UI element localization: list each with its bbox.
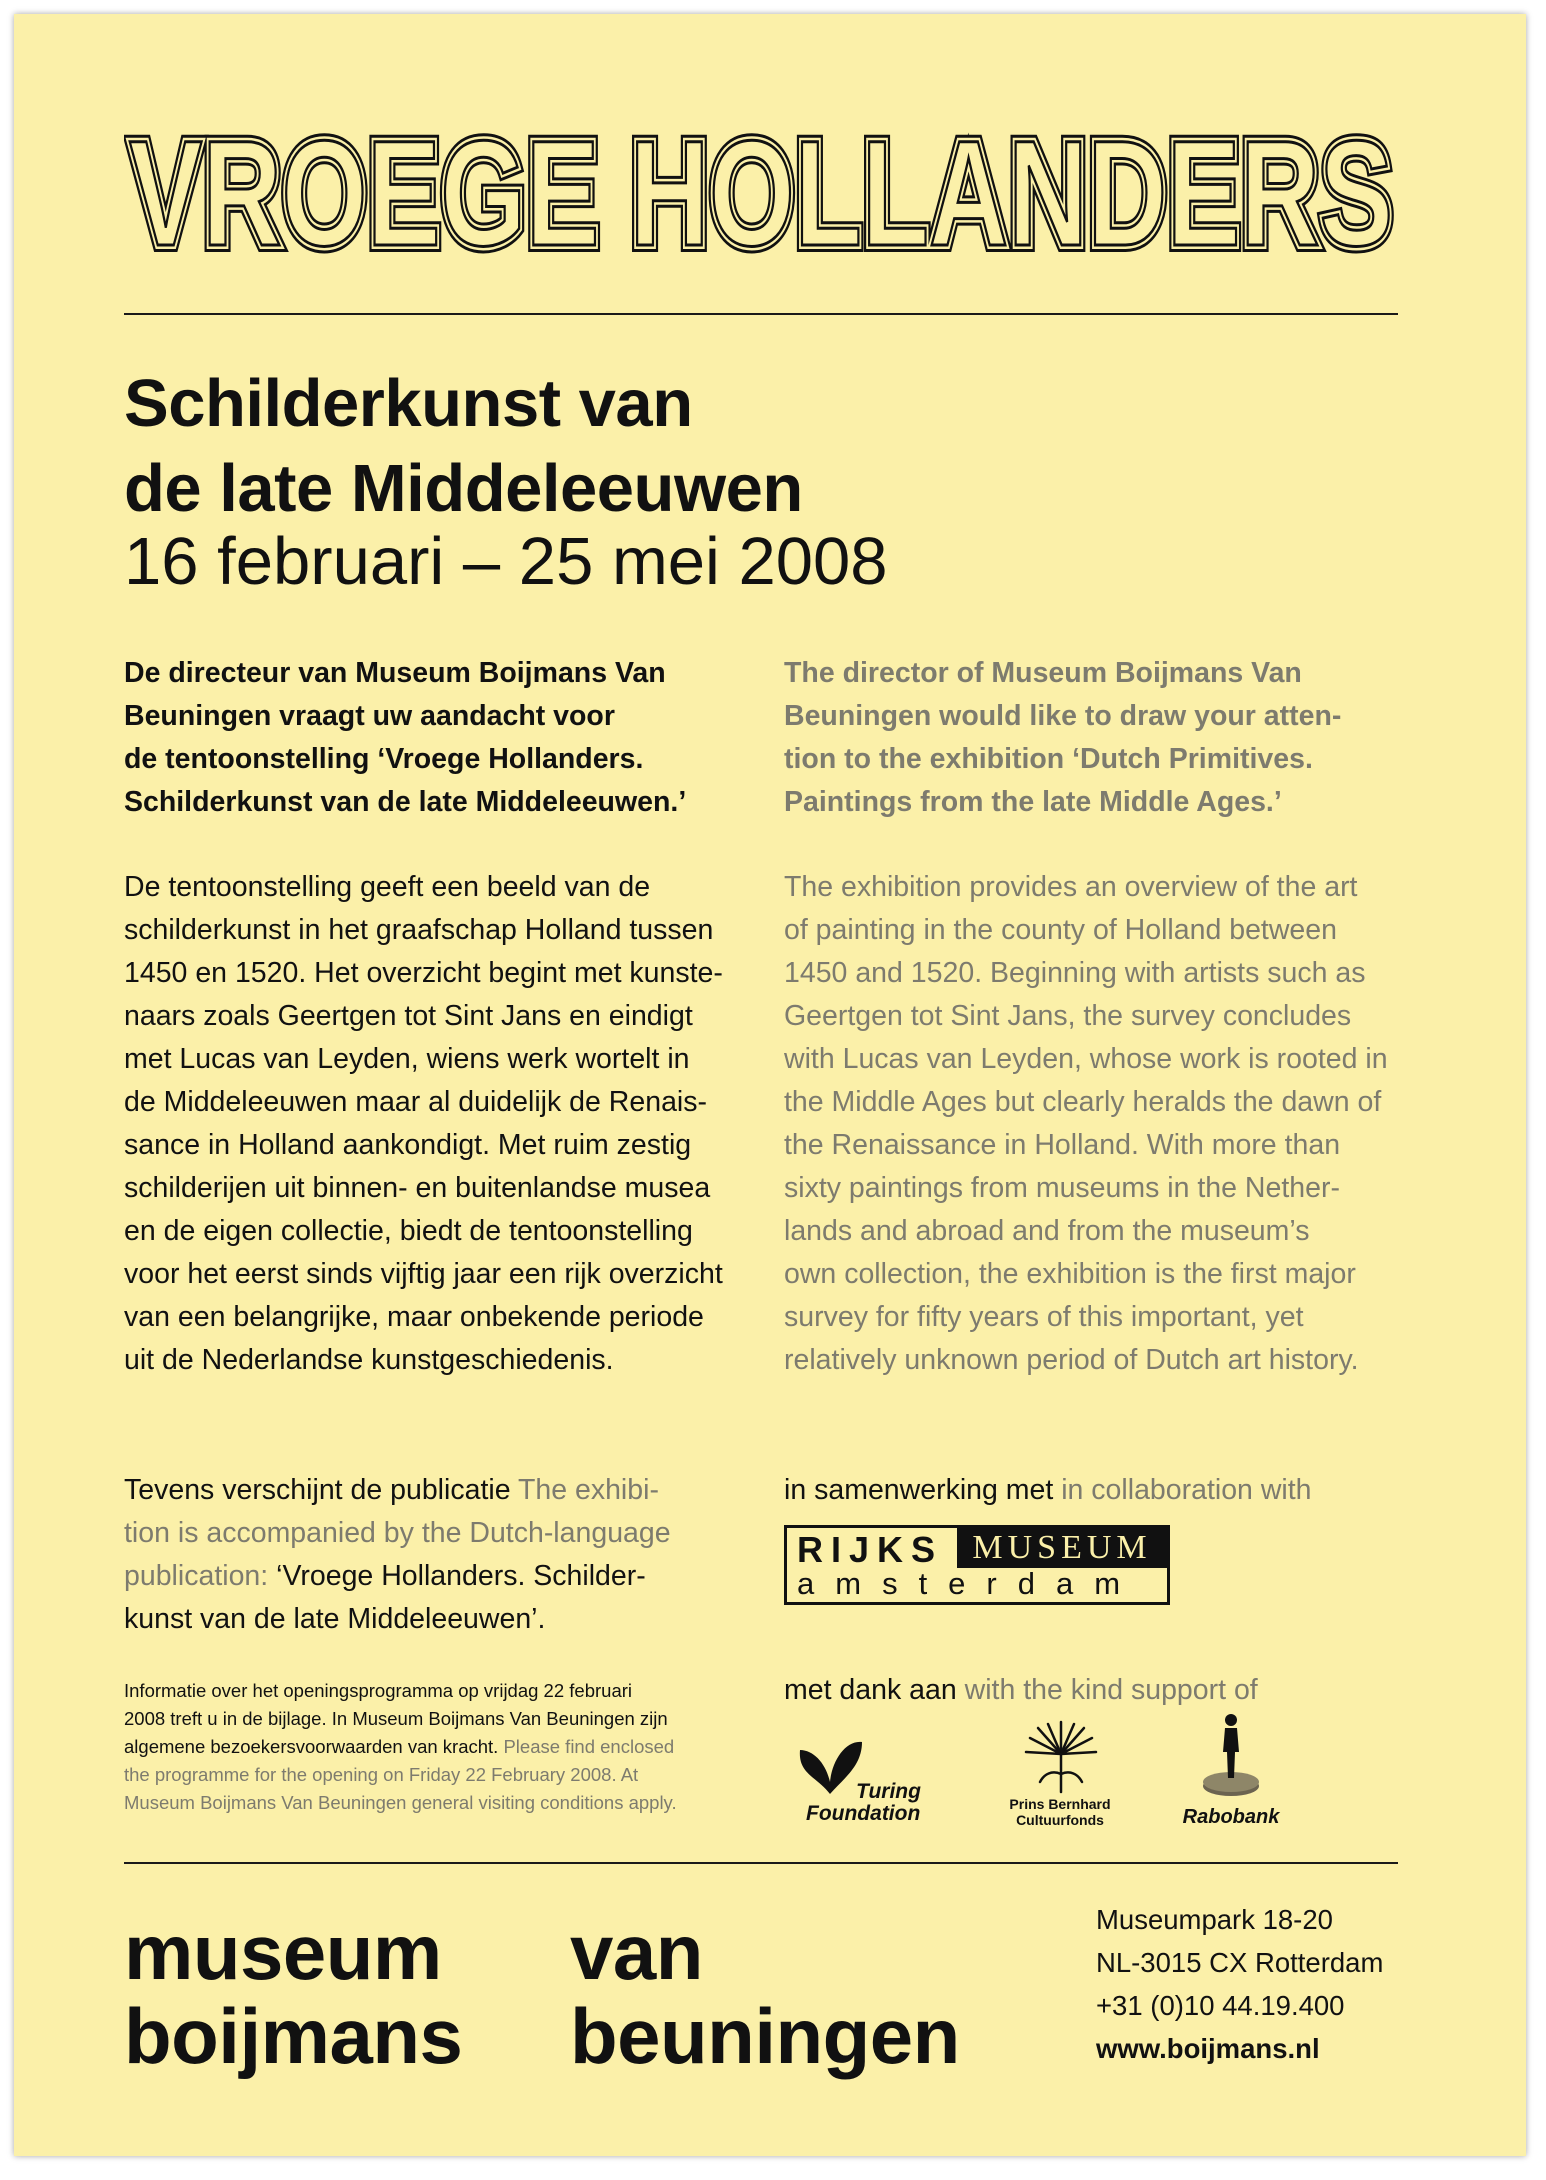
- collaboration-label: in samenwerking met in collaboration with: [784, 1474, 1312, 1506]
- body-en-line: the Renaissance in Holland. With more than: [784, 1129, 1341, 1161]
- body-en-line: lands and abroad and from the museum’s: [784, 1215, 1310, 1247]
- publication-line: publication: ‘Vroege Hollanders. Schilder-: [124, 1560, 646, 1592]
- rijksmuseum-logo: [784, 1525, 1170, 1605]
- publication-note: [124, 1469, 764, 1641]
- heading-line-1: Schilderkunst van: [124, 366, 693, 441]
- intro-nl: [124, 652, 764, 824]
- body-en-line: of painting in the county of Holland between: [784, 914, 1337, 946]
- body-nl-line: 1450 en 1520. Het overzicht begint met kunste-: [124, 957, 723, 989]
- intro-nl-line: Beuningen vraagt uw aandacht voor: [124, 700, 615, 732]
- turing-word: Turing: [856, 1780, 921, 1803]
- prins-bernhard-logo: [1000, 1720, 1120, 1828]
- rabobank-word: Rabobank: [1182, 1806, 1280, 1828]
- address-phone: +31 (0)10 44.19.400: [1096, 1990, 1345, 2021]
- body-nl-line: van een belangrijke, maar onbekende periode: [124, 1301, 704, 1333]
- svg-text:VROEGE HOLLANDERS: VROEGE HOLLANDERS: [129, 109, 1393, 277]
- bottom-divider: [124, 1862, 1398, 1864]
- body-en-line: sixty paintings from museums in the Nether-: [784, 1172, 1340, 1204]
- body-nl-line: en de eigen collectie, biedt de tentoonstelling: [124, 1215, 693, 1247]
- svg-text:VROEGE HOLLANDERS: VROEGE HOLLANDERS: [129, 109, 1393, 277]
- address-block: [1096, 1898, 1383, 2070]
- body-nl-line: de Middeleeuwen maar al duidelijk de Renais-: [124, 1086, 707, 1118]
- body-en-line: Geertgen tot Sint Jans, the survey concludes: [784, 1000, 1352, 1032]
- intro-nl-line: de tentoonstelling ‘Vroege Hollanders.: [124, 743, 644, 775]
- intro-en-line: tion to the exhibition ‘Dutch Primitives.: [784, 743, 1313, 775]
- museum-name-word: van: [570, 1908, 703, 1996]
- intro-en-line: The director of Museum Boijmans Van: [784, 657, 1302, 689]
- foundation-word: Foundation: [806, 1802, 921, 1825]
- intro-nl-line: De directeur van Museum Boijmans Van: [124, 657, 666, 689]
- flower-icon: [1018, 1720, 1104, 1794]
- museum-word: MUSEUM: [957, 1528, 1167, 1568]
- body-nl-line: uit de Nederlandse kunstgeschiedenis.: [124, 1344, 614, 1376]
- body-nl-line: naars zoals Geertgen tot Sint Jans en eindigt: [124, 1000, 693, 1032]
- museum-name-word: boijmans: [124, 1992, 463, 2080]
- body-nl-line: met Lucas van Leyden, wiens werk wortelt in: [124, 1043, 690, 1075]
- address-street: Museumpark 18-20: [1096, 1904, 1333, 1935]
- top-divider: [124, 313, 1398, 315]
- body-nl-line: schilderkunst in het graafschap Holland tussen: [124, 914, 714, 946]
- intro-nl-line: Schilderkunst van de late Middeleeuwen.’: [124, 786, 687, 818]
- body-en-line: the Middle Ages but clearly heralds the dawn of: [784, 1086, 1382, 1118]
- info-line: Museum Boijmans Van Beuningen general visiting conditions apply.: [124, 1792, 677, 1813]
- intro-en-line: Paintings from the late Middle Ages.’: [784, 786, 1282, 818]
- info-line: Informatie over het openingsprogramma op vrijdag 22 februari: [124, 1680, 633, 1701]
- address-city: NL-3015 CX Rotterdam: [1096, 1947, 1384, 1978]
- prins-bernhard-word: Prins Bernhard: [1009, 1796, 1111, 1812]
- publication-line: Tevens verschijnt de publicatie The exhibi-: [124, 1474, 659, 1506]
- poster-title: [124, 92, 1398, 277]
- amsterdam-word: amsterdam: [797, 1566, 1142, 1601]
- info-line: algemene bezoekersvoorwaarden van kracht. Please find enclosed: [124, 1736, 675, 1757]
- body-en-line: The exhibition provides an overview of the art: [784, 871, 1358, 903]
- statue-icon: [1196, 1712, 1266, 1802]
- svg-text:VROEGE HOLLANDERS: VROEGE HOLLANDERS: [129, 109, 1393, 277]
- rabobank-logo: [1176, 1712, 1286, 1830]
- body-en-line: with Lucas van Leyden, whose work is rooted in: [784, 1043, 1388, 1075]
- info-line: the programme for the opening on Friday 22 February 2008. At: [124, 1764, 639, 1785]
- publication-line: tion is accompanied by the Dutch-language: [124, 1517, 671, 1549]
- body-en: [784, 866, 1424, 1382]
- cultuurfonds-word: Cultuurfonds: [1016, 1812, 1104, 1828]
- info-line: 2008 treft u in de bijlage. In Museum Boijmans Van Beuningen zijn: [124, 1708, 668, 1729]
- body-en-line: survey for fifty years of this important, yet: [784, 1301, 1304, 1333]
- body-nl-line: schilderijen uit binnen- en buitenlandse musea: [124, 1172, 711, 1204]
- exhibition-dates: 16 februari – 25 mei 2008: [124, 524, 888, 599]
- body-nl-line: voor het eerst sinds vijftig jaar een rijk overzicht: [124, 1258, 723, 1290]
- body-nl-line: sance in Holland aankondigt. Met ruim zestig: [124, 1129, 692, 1161]
- body-en-line: relatively unknown period of Dutch art history.: [784, 1344, 1359, 1376]
- website-link[interactable]: www.boijmans.nl: [1096, 2033, 1320, 2064]
- body-nl: [124, 866, 764, 1382]
- museum-name-word: museum: [124, 1908, 442, 1996]
- opening-info: [124, 1677, 764, 1817]
- intro-en: [784, 652, 1424, 824]
- intro-en-line: Beuningen would like to draw your atten-: [784, 700, 1342, 732]
- body-nl-line: De tentoonstelling geeft een beeld van de: [124, 871, 651, 903]
- rijks-word: RIJKS: [797, 1529, 944, 1570]
- support-label: met dank aan with the kind support of: [784, 1674, 1258, 1706]
- heading-line-2: de late Middeleeuwen: [124, 451, 803, 526]
- turing-foundation-logo: [796, 1736, 936, 1826]
- museum-name-word: beuningen: [570, 1992, 960, 2080]
- publication-line: kunst van de late Middeleeuwen’.: [124, 1603, 546, 1635]
- body-en-line: 1450 and 1520. Beginning with artists such as: [784, 957, 1366, 989]
- body-en-line: own collection, the exhibition is the first major: [784, 1258, 1356, 1290]
